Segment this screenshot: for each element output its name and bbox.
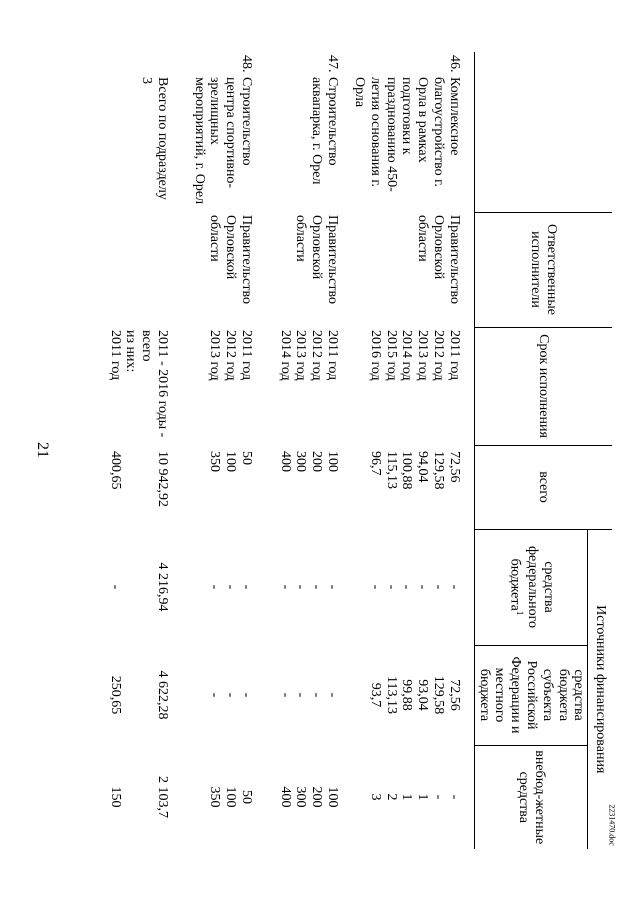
summary-term-line: 2011 год (107, 330, 123, 381)
summary-extra-spacer (139, 748, 155, 846)
federal-cell-value: - (325, 584, 341, 590)
summary-regional-spacer (139, 648, 155, 742)
extra-cell (350, 745, 474, 849)
regional-cell-value: - (223, 692, 239, 698)
extra-cell-value: 50 (239, 790, 255, 804)
regional-cell-value: - (293, 692, 309, 698)
measure-name: Комплексное благоустройство г. Орла в рамках подготовки к празднованию 450-летия основания г. Орла (351, 77, 462, 192)
federal-cell-value: - (207, 584, 223, 590)
total-cell-value: 100 (223, 451, 239, 472)
header-regional: средства бюджета субъекта Российской Федерации и местного бюджета (474, 645, 588, 745)
term-cell-value: 2012 год (223, 330, 239, 381)
total-cell-value: 200 (309, 451, 325, 472)
federal-cell-value: - (446, 584, 462, 590)
summary-total-main: 10 942,92 (155, 451, 171, 507)
regional-cell-value: - (325, 692, 341, 698)
regional-cell-value: 113,13 (383, 676, 399, 714)
measure-name-cell (178, 52, 264, 212)
term-cell-value: 2015 год (383, 330, 399, 381)
total-cell (178, 445, 264, 529)
term-cell-value: 2011 год (446, 330, 462, 381)
extra-cell (264, 745, 350, 849)
term-cell-value: 2013 год (293, 330, 309, 381)
page-number: 21 (34, 442, 51, 458)
regional-cell-value: 72,56 (446, 679, 462, 711)
summary-label: Всего по подразделу 3 (139, 77, 171, 200)
measure-number: 48. (239, 55, 255, 73)
table-row (264, 52, 350, 849)
regional-cell-value: 93,04 (415, 679, 431, 711)
federal-cell-value: - (383, 584, 399, 590)
term-cell-value: 2016 год (367, 330, 383, 381)
summary-regional-year: 250,65 (107, 675, 123, 715)
header-total: всего (474, 445, 612, 529)
summary-term-line: 2011 - 2016 годы - всего (139, 330, 171, 438)
total-cell-value: 400 (277, 451, 293, 472)
term-cell-value: 2013 год (415, 330, 431, 381)
term-cell-value: 2011 год (325, 330, 341, 381)
rotated-table-page (57, 52, 612, 849)
total-cell-value: 129,58 (431, 451, 446, 490)
total-cell-value: 100 (325, 451, 341, 472)
extra-cell-value: 1 (415, 793, 431, 801)
summary-term-line: из них: (123, 330, 139, 373)
term-cell (350, 327, 474, 445)
summary-total (88, 445, 178, 529)
extra-cell-value: - (431, 794, 446, 800)
measure-number: 47. (325, 55, 341, 73)
summary-total-spacer (123, 451, 139, 526)
measure-name-cell (350, 52, 474, 212)
header-name-cell (474, 52, 612, 212)
summary-federal-spacer (139, 532, 155, 642)
header-federal: средства федерального бюджета$^1$ (474, 529, 588, 645)
extra-cell-value: 200 (309, 786, 325, 808)
total-cell-value: 94,04 (415, 451, 431, 483)
term-cell-value: 2011 год (239, 330, 255, 381)
table-body (88, 52, 474, 849)
regional-cell (264, 645, 350, 745)
measure-number: 46. (446, 55, 462, 73)
regional-cell-value: - (277, 692, 293, 698)
term-cell-value: 2014 год (399, 330, 415, 381)
summary-regional-main: 4 622,28 (155, 670, 171, 720)
financing-table (88, 52, 612, 849)
summary-extra-spacer (123, 748, 139, 846)
measure-wrap (309, 55, 341, 209)
summary-federal (88, 529, 178, 645)
term-cell-value: 2012 год (431, 330, 446, 381)
executor-cell: Правительство Орловской области (415, 215, 462, 304)
term-cell (264, 327, 350, 445)
federal-cell-value: - (277, 584, 293, 590)
header-executors: Ответственные исполнители (474, 212, 612, 327)
summary-regional-spacer (123, 648, 139, 742)
total-cell-value: 115,13 (383, 451, 399, 489)
federal-cell-value: - (293, 584, 309, 590)
total-cell (350, 445, 474, 529)
extra-cell-value: 100 (223, 786, 239, 808)
extra-cell-value: 300 (293, 786, 309, 808)
summary-executor (88, 212, 178, 327)
extra-cell-value: 100 (325, 786, 341, 808)
term-cell-value: 2014 год (277, 330, 293, 381)
federal-cell-value: - (415, 584, 431, 590)
summary-federal-spacer (123, 532, 139, 642)
summary-federal-main: 4 216,94 (155, 562, 171, 612)
measure-wrap (191, 55, 254, 209)
measure-name: Строительство центра спортивно-зрелищных мероприятий, г. Орел (191, 77, 255, 205)
table-row (350, 52, 474, 849)
federal-cell-value: - (399, 584, 415, 590)
summary-federal-year: - (107, 584, 123, 590)
term-cell-value: 2012 год (309, 330, 325, 381)
measure-name-cell (264, 52, 350, 212)
measure-wrap (351, 55, 462, 209)
total-cell (264, 445, 350, 529)
total-cell-value: 50 (239, 451, 255, 465)
summary-total-year: 400,65 (107, 451, 123, 490)
summary-regional (88, 645, 178, 745)
extra-cell-value: 3 (367, 793, 383, 801)
term-cell-value: 2013 год (207, 330, 223, 381)
federal-cell (264, 529, 350, 645)
regional-cell (350, 645, 474, 745)
total-cell-value: 100,88 (399, 451, 415, 490)
federal-cell (350, 529, 474, 645)
summary-term (88, 327, 178, 445)
extra-cell-value: 1 (399, 793, 415, 801)
extra-cell-value: 400 (277, 786, 293, 808)
table-row (178, 52, 264, 849)
summary-extra-year: 150 (107, 786, 123, 808)
regional-cell-value: 99,88 (399, 679, 415, 711)
regional-cell (178, 645, 264, 745)
extra-cell-value: - (446, 794, 462, 800)
extra-cell-value: 350 (207, 786, 223, 808)
federal-cell-value: - (309, 584, 325, 590)
regional-cell-value: 129,58 (431, 675, 446, 715)
header-term: Срок исполнения (474, 327, 612, 445)
measure-name: Строительство аквапарка, г. Орел (309, 77, 341, 185)
summary-total-spacer (139, 451, 155, 526)
total-cell-value: 72,56 (446, 451, 462, 483)
federal-cell (178, 529, 264, 645)
executor-cell: Правительство Орловской области (293, 215, 341, 304)
summary-extra-main: 2 103,7 (155, 776, 171, 818)
regional-cell-value: - (309, 692, 325, 698)
regional-cell-value: 93,7 (367, 682, 383, 708)
regional-cell-value: - (239, 692, 255, 698)
total-cell-value: 96,7 (367, 451, 383, 476)
federal-cell-value: - (239, 584, 255, 590)
summary-extra (88, 745, 178, 849)
regional-cell-value: - (207, 692, 223, 698)
extra-cell-value: 2 (383, 793, 399, 801)
federal-cell-value: - (223, 584, 239, 590)
federal-cell-value: - (431, 584, 446, 590)
total-cell-value: 350 (207, 451, 223, 472)
header-extra: внебюд-жетные средства (474, 745, 588, 849)
executor-cell: Правительство Орловской области (207, 215, 255, 304)
term-cell (178, 327, 264, 445)
footer-code: 2231470.doc (607, 804, 617, 846)
federal-cell-value: - (367, 584, 383, 590)
header-sources: Источники финансирования (588, 529, 612, 849)
total-cell-value: 300 (293, 451, 309, 472)
extra-cell (178, 745, 264, 849)
summary-row (88, 52, 178, 849)
